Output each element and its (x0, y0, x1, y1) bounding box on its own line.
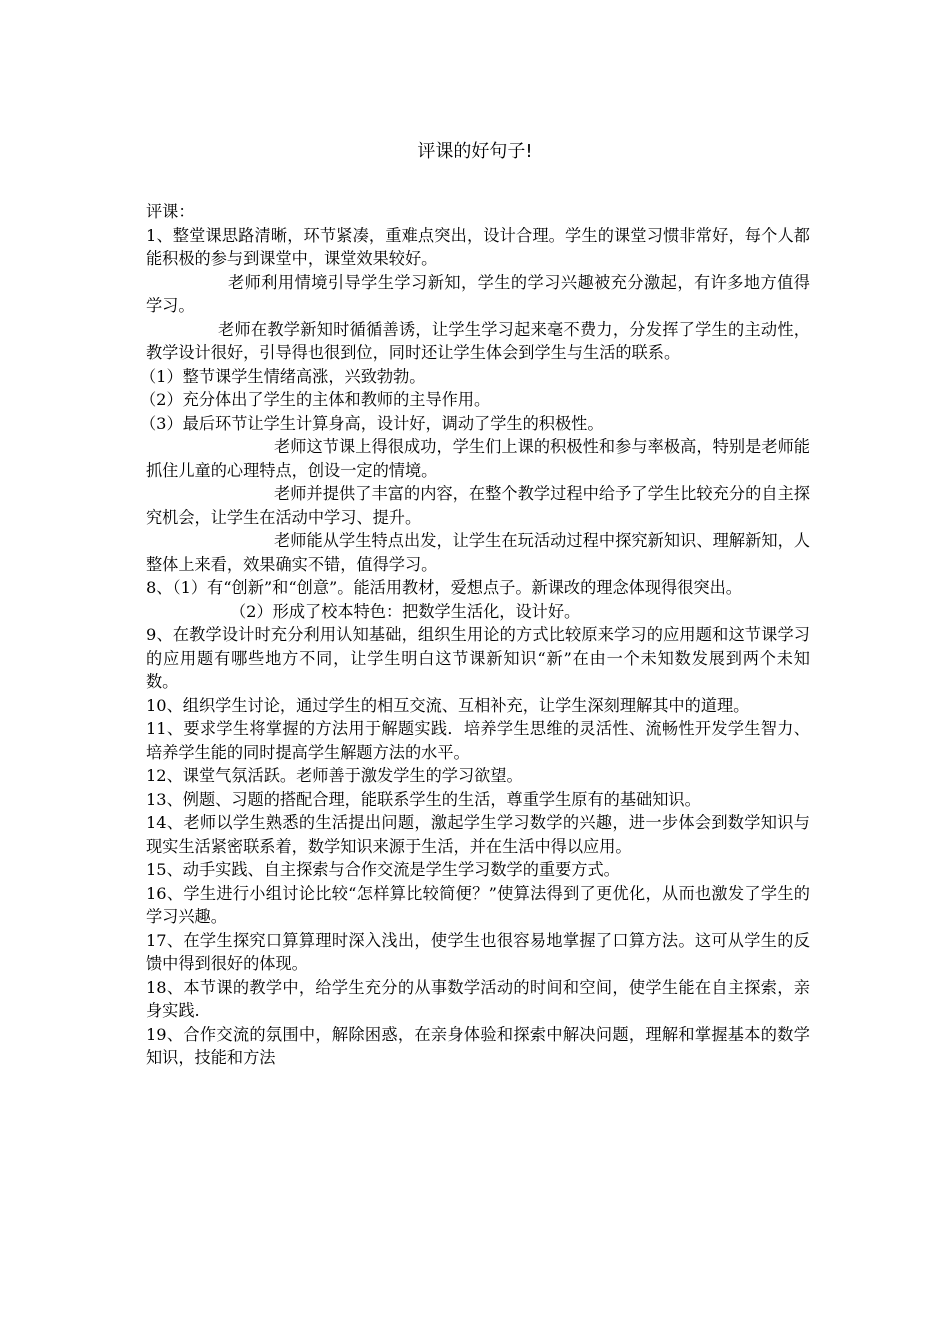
paragraph-5: 老师并提供了丰富的内容，在整个教学过程中给予了学生比较充分的自主探究机会，让学生在活动中学习、提升。 (146, 484, 810, 527)
paragraph-19: 19、合作交流的氛围中，解除困惑，在亲身体验和探索中解决问题，理解和掌握基本的数学知识，技能和方法 (146, 1024, 810, 1067)
paragraph-15: 15、动手实践、自主探索与合作交流是学生学习数学的重要方式。 (146, 860, 620, 879)
paragraph-4: 老师这节课上得很成功，学生们上课的积极性和参与率极高，特别是老师能抓住儿童的心理特点，创设一定的情境。 (146, 437, 810, 480)
paragraph-14: 14、老师以学生熟悉的生活提出问题，激起学生学习数学的兴趣，进一步体会到数学知识与现实生活紧密联系着，数学知识来源于生活，并在生活中得以应用。 (146, 813, 810, 856)
list-item: （1）整节课学生情绪高涨，兴致勃勃。 (140, 366, 426, 386)
paragraph-8-sub: （2）形成了校本特色：把数学生活化，设计好。 (230, 601, 581, 621)
paragraph-2: 老师利用情境引导学生学习新知，学生的学习兴趣被充分激起，有许多地方值得学习。 (146, 272, 810, 315)
document-body (140, 200, 810, 1070)
document-title: 评课的好句子! (417, 141, 533, 162)
paragraph-12: 12、课堂气氛活跃。老师善于激发学生的学习欲望。 (146, 766, 523, 785)
paragraph-8: 8、（1）有“创新”和“创意”。能活用教材，爱想点子。新课改的理念体现得很突出。 (146, 578, 742, 597)
list-item: （2）充分体出了学生的主体和教师的主导作用。 (140, 390, 491, 409)
paragraph-11: 11、要求学生将掌握的方法用于解题实践．培养学生思维的灵活性、流畅性开发学生智力、培养学生能的同时提高学生解题方法的水平。 (146, 719, 810, 762)
paragraph-17: 17、在学生探究口算算理时深入浅出，使学生也很容易地掌握了口算方法。这可从学生的反馈中得到很好的体现。 (146, 930, 810, 973)
paragraph-6: 老师能从学生特点出发，让学生在玩活动过程中探究新知识、理解新知，人整体上来看，效果确实不错，值得学习。 (146, 531, 810, 574)
list-item: （3）最后环节让学生计算身高，设计好，调动了学生的积极性。 (140, 413, 604, 433)
paragraph-16: 16、学生进行小组讨论比较“怎样算比较简便？”使算法得到了更优化，从而也激发了学生的学习兴趣。 (146, 883, 810, 926)
paragraph-13: 13、例题、习题的搭配合理，能联系学生的生活，尊重学生原有的基础知识。 (146, 789, 701, 809)
paragraph-9: 9、在教学设计时充分利用认知基础，组织生用论的方式比较原来学习的应用题和这节课学习的应用题有哪些地方不同，让学生明白这节课新知识“新”在由一个未知数发展到两个未知数。 (146, 625, 810, 691)
section-heading: 评课： (146, 202, 195, 221)
paragraph-18: 18、本节课的教学中，给学生充分的从事数学活动的时间和空间，使学生能在自主探索，亲身实践. (146, 977, 810, 1020)
paragraph-1: 1、整堂课思路清晰，环节紧凑，重难点突出，设计合理。学生的课堂习惯非常好，每个人都能积极的参与到课堂中，课堂效果较好。 (146, 225, 810, 268)
paragraph-10: 10、组织学生讨论，通过学生的相互交流、互相补充，让学生深刻理解其中的道理。 (146, 695, 750, 715)
paragraph-3: 老师在教学新知时循循善诱，让学生学习起来毫不费力，分发挥了学生的主动性，教学设计很好，引导得也很到位，同时还让学生体会到学生与生活的联系。 (146, 319, 810, 362)
